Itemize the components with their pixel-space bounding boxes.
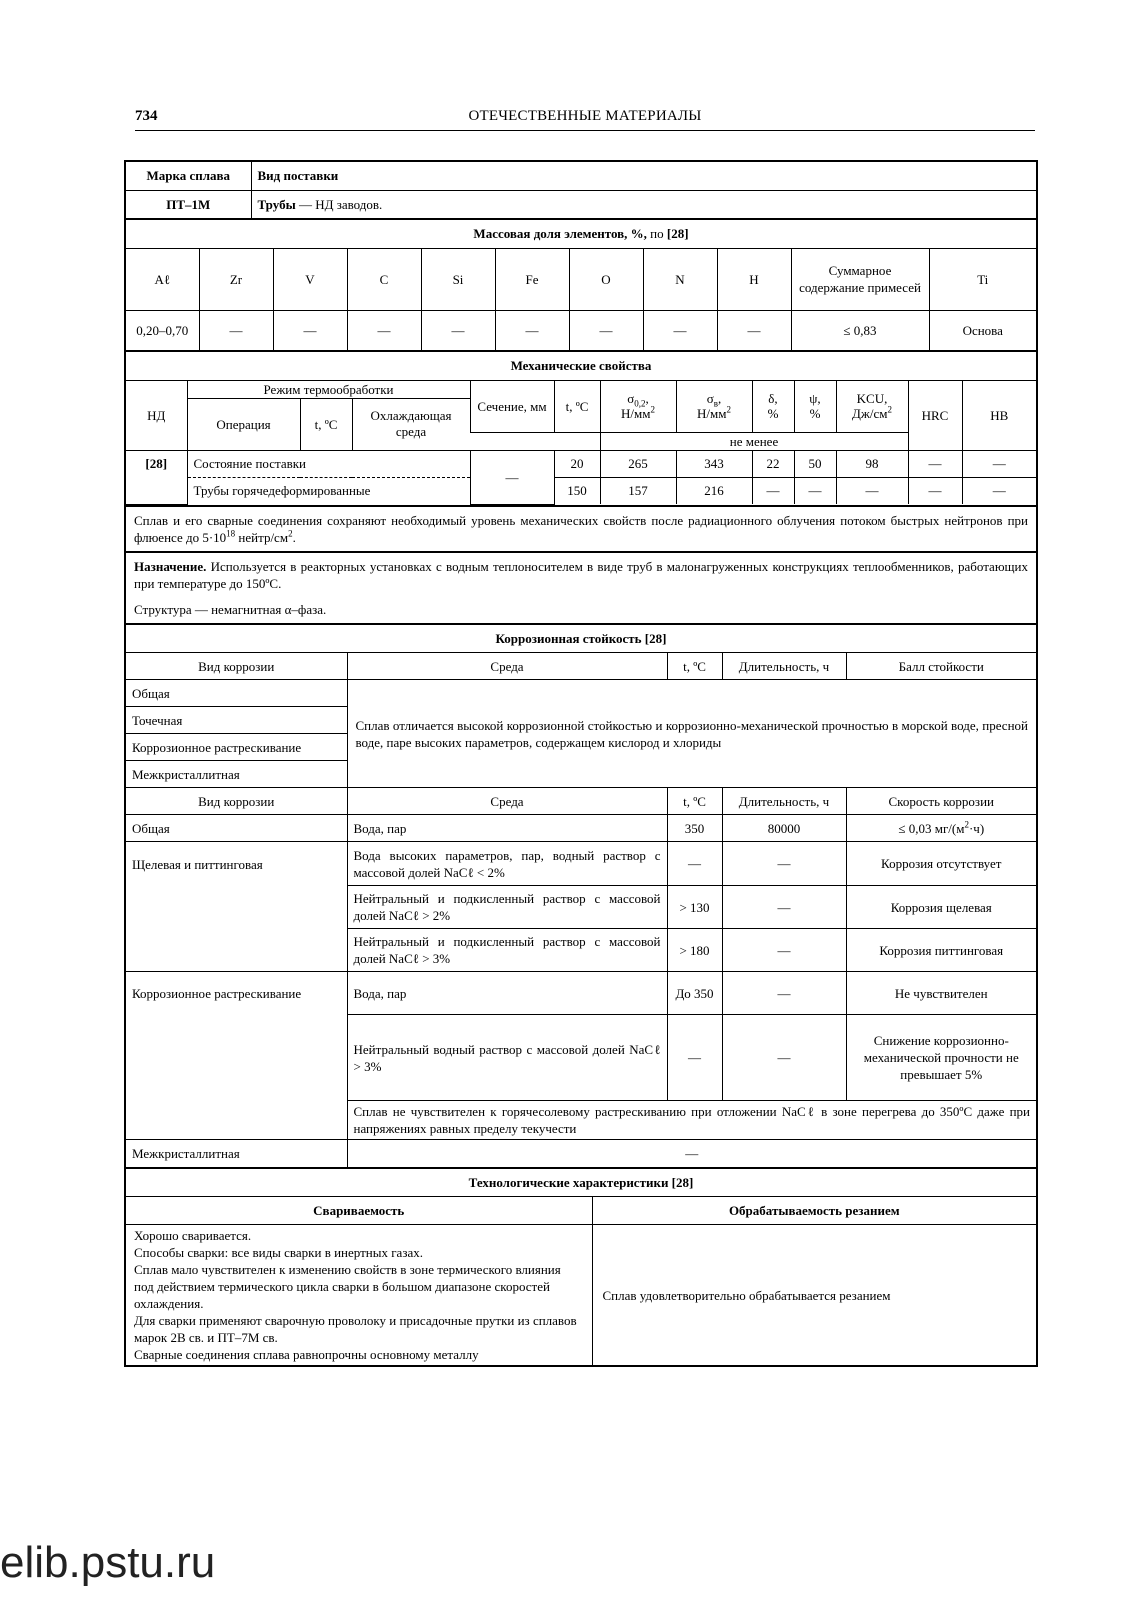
composition-header: Aℓ	[126, 248, 199, 310]
grade-block	[126, 162, 1036, 220]
nd-reference: [28]	[126, 450, 187, 504]
composition-value: —	[199, 310, 273, 350]
section-value: —	[470, 450, 554, 504]
composition-title: Массовая доля элементов, %, по [28]	[126, 220, 1036, 248]
composition-value: —	[643, 310, 717, 350]
corrosion-title: Коррозионная стойкость [28]	[126, 625, 1036, 653]
condition-label: Состояние поставки	[187, 450, 470, 477]
composition-value: ≤ 0,83	[791, 310, 929, 350]
weld-line: Для сварки применяют сварочную проволоку и присадочные прутки из сплавов марок 2В св. и ПТ–7М св.	[134, 1313, 577, 1345]
composition-value: Основа	[929, 310, 1036, 350]
corrosion-result: Коррозия питтинговая	[846, 929, 1036, 972]
machinability-text: Сплав удовлетворительно обрабатывается резанием	[592, 1225, 1036, 1366]
not-less-label: не менее	[600, 432, 908, 450]
yield-strength-header: $\sigma_{0,2}$, $Н/мм^2$	[600, 380, 676, 432]
corrosion-temp: > 180	[667, 929, 722, 972]
operation-header: Операция	[187, 398, 300, 450]
corrosion-result: Не чувствителен	[846, 972, 1036, 1015]
weldability-title: Свариваемость	[126, 1197, 592, 1225]
page-number: 734	[135, 108, 158, 124]
corrosion-row	[126, 842, 1036, 886]
duration-header: Длительность, ч	[722, 788, 846, 815]
corrosion-block	[126, 625, 1036, 1169]
rate-header: Скорость коррозии	[846, 788, 1036, 815]
structure-text: Структура — немагнитная α–фаза.	[134, 601, 327, 617]
corrosion-duration: —	[722, 929, 846, 972]
corrosion-medium: Нейтральный и подкисленный раствор с массовой долей NaCℓ > 2%	[347, 886, 667, 929]
weld-line: Сварные соединения сплава равнопрочны основному металлу	[134, 1347, 479, 1362]
corrosion-temp: —	[667, 1015, 722, 1101]
scc-note: Сплав не чувствителен к горячесолевому растрескиванию при отложении NaCℓ в зоне перегрева до 350ºС даже при напряжениях равных пределу текучести	[347, 1101, 1036, 1140]
yield-strength: 157	[600, 477, 676, 504]
hrc-value: —	[908, 477, 962, 504]
mechanical-block	[126, 352, 1036, 507]
temp-header: t, ºС	[667, 653, 722, 680]
technology-title: Технологические характеристики [28]	[126, 1169, 1036, 1197]
medium-header: Среда	[347, 653, 667, 680]
composition-header: V	[273, 248, 347, 310]
elongation: —	[752, 477, 794, 504]
tensile-strength: 343	[676, 450, 752, 477]
corrosion-type: Межкристаллитная	[126, 1140, 347, 1167]
corrosion-temp: > 130	[667, 886, 722, 929]
corrosion-result: Снижение коррозионно-механической прочности не превышает 5%	[846, 1015, 1036, 1101]
corrosion-medium: Нейтральный водный раствор с массовой долей NaCℓ > 3%	[347, 1015, 667, 1101]
reduction: —	[794, 477, 836, 504]
corrosion-temp: 350	[667, 815, 722, 842]
weld-line: Хорошо сваривается.	[134, 1228, 252, 1243]
composition-header: Fe	[495, 248, 569, 310]
hb-header: HB	[962, 380, 1036, 450]
machinability-title: Обрабатываемость резанием	[592, 1197, 1036, 1225]
treatment-temp-header: t, ºС	[300, 398, 352, 450]
composition-header: C	[347, 248, 421, 310]
corrosion-type: Общая	[126, 680, 347, 707]
corrosion-type-header: Вид коррозии	[126, 788, 347, 815]
grade-label: Марка сплава	[126, 162, 251, 190]
corrosion-medium: Вода, пар	[347, 815, 667, 842]
heat-treatment-header: Режим термообработки	[187, 380, 470, 398]
grade-name: ПТ–1М	[126, 190, 251, 218]
test-temp: 150	[554, 477, 600, 504]
corrosion-duration: —	[722, 972, 846, 1015]
corrosion-general-text: Сплав отличается высокой коррозионной стойкостью и коррозионно-механической прочностью в морской воде, пресной воде, паре высоких параметров, содержащем кислород и хлориды	[347, 680, 1036, 788]
purpose-block	[126, 553, 1036, 625]
corrosion-type: Щелевая и питтинговая	[126, 842, 347, 972]
composition-header: H	[717, 248, 791, 310]
corrosion-result: Коррозия щелевая	[846, 886, 1036, 929]
corrosion-type: Межкристаллитная	[126, 761, 347, 788]
weld-line: Сплав мало чувствителен к изменению свойств в зоне термического влияния под действием термического цикла сварки в большом диапазоне скоростей охлаждения.	[134, 1262, 561, 1311]
purpose-text: Назначение. Используется в реакторных установках с водным теплоносителем в виде труб в малонагруженных конструкциях теплообменников, работающих при температуре до 150ºС.	[134, 558, 1028, 591]
composition-header: Ti	[929, 248, 1036, 310]
composition-value: —	[347, 310, 421, 350]
tensile-strength-header: $\sigma_в$, $Н/мм^2$	[676, 380, 752, 432]
corrosion-row	[126, 972, 1036, 1015]
corrosion-medium: Нейтральный и подкисленный раствор с массовой долей NaCℓ > 3%	[347, 929, 667, 972]
corrosion-type: Коррозионное растрескивание	[126, 734, 347, 761]
hb-value: —	[962, 450, 1036, 477]
supply-value: Трубы — НД заводов.	[251, 190, 1036, 218]
composition-value: —	[495, 310, 569, 350]
intergranular-value: —	[347, 1140, 1036, 1167]
composition-header-row	[126, 248, 1036, 310]
composition-value-row	[126, 310, 1036, 350]
corrosion-type-header: Вид коррозии	[126, 653, 347, 680]
corrosion-type: Коррозионное растрескивание	[126, 972, 347, 1140]
test-temp-header: t, ºС	[554, 380, 600, 432]
corrosion-result: Коррозия отсутствует	[846, 842, 1036, 886]
reduction-header: ψ, %	[794, 380, 836, 432]
mechanical-title: Механические свойства	[126, 352, 1036, 380]
weldability-text	[126, 1225, 592, 1366]
medium-header: Среда	[347, 788, 667, 815]
composition-header: N	[643, 248, 717, 310]
corrosion-type: Общая	[126, 815, 347, 842]
composition-value: —	[569, 310, 643, 350]
material-datasheet	[124, 160, 1038, 1367]
watermark: elib.pstu.ru	[0, 1538, 216, 1587]
corrosion-temp: До 350	[667, 972, 722, 1015]
corrosion-row	[126, 815, 1036, 842]
corrosion-duration: 80000	[722, 815, 846, 842]
score-header: Балл стойкости	[846, 653, 1036, 680]
mechanical-row	[126, 477, 1036, 504]
composition-block	[126, 220, 1036, 352]
composition-value: 0,20–0,70	[126, 310, 199, 350]
corrosion-row	[126, 1140, 1036, 1167]
impact: 98	[836, 450, 908, 477]
elongation: 22	[752, 450, 794, 477]
corrosion-duration: —	[722, 886, 846, 929]
corrosion-medium: Вода, пар	[347, 972, 667, 1015]
temp-header: t, ºС	[667, 788, 722, 815]
test-temp: 20	[554, 450, 600, 477]
corrosion-temp: —	[667, 842, 722, 886]
composition-header: Суммарное содержание примесей	[791, 248, 929, 310]
supply-label: Вид поставки	[251, 162, 1036, 190]
cooling-header: Охлаждающая среда	[352, 398, 470, 450]
impact-header: KCU, $Дж/см^2$	[836, 380, 908, 432]
yield-strength: 265	[600, 450, 676, 477]
composition-value: —	[717, 310, 791, 350]
corrosion-type: Точечная	[126, 707, 347, 734]
composition-header: O	[569, 248, 643, 310]
impact: —	[836, 477, 908, 504]
duration-header: Длительность, ч	[722, 653, 846, 680]
running-header	[135, 108, 1035, 131]
corrosion-duration: —	[722, 842, 846, 886]
composition-value: —	[421, 310, 495, 350]
corrosion-medium: Вода высоких параметров, пар, водный раствор с массовой долей NaCℓ < 2%	[347, 842, 667, 886]
tensile-strength: 216	[676, 477, 752, 504]
composition-header: Si	[421, 248, 495, 310]
reduction: 50	[794, 450, 836, 477]
corrosion-duration: —	[722, 1015, 846, 1101]
nd-header: НД	[126, 380, 187, 450]
mechanical-row	[126, 450, 1036, 477]
composition-value: —	[273, 310, 347, 350]
hrc-value: —	[908, 450, 962, 477]
condition-label: Трубы горячедеформированные	[187, 477, 470, 504]
hrc-header: HRC	[908, 380, 962, 450]
running-title: ОТЕЧЕСТВЕННЫЕ МАТЕРИАЛЫ	[468, 108, 702, 124]
corrosion-rate: ≤ 0,03 $мг/(м^2\cdot ч)$	[846, 815, 1036, 842]
elongation-header: δ, %	[752, 380, 794, 432]
spacer	[470, 432, 600, 450]
weld-line: Способы сварки: все виды сварки в инертных газах.	[134, 1245, 423, 1260]
composition-header: Zr	[199, 248, 273, 310]
technology-block	[126, 1169, 1036, 1366]
hb-value: —	[962, 477, 1036, 504]
section-header: Сечение, мм	[470, 380, 554, 432]
radiation-note: Сплав и его сварные соединения сохраняют необходимый уровень механических свойств после радиационного облучения потоком быстрых нейтронов при флюенсе до $5\cdot 10^{18}$ нейтр/$см^2$.	[126, 507, 1036, 553]
